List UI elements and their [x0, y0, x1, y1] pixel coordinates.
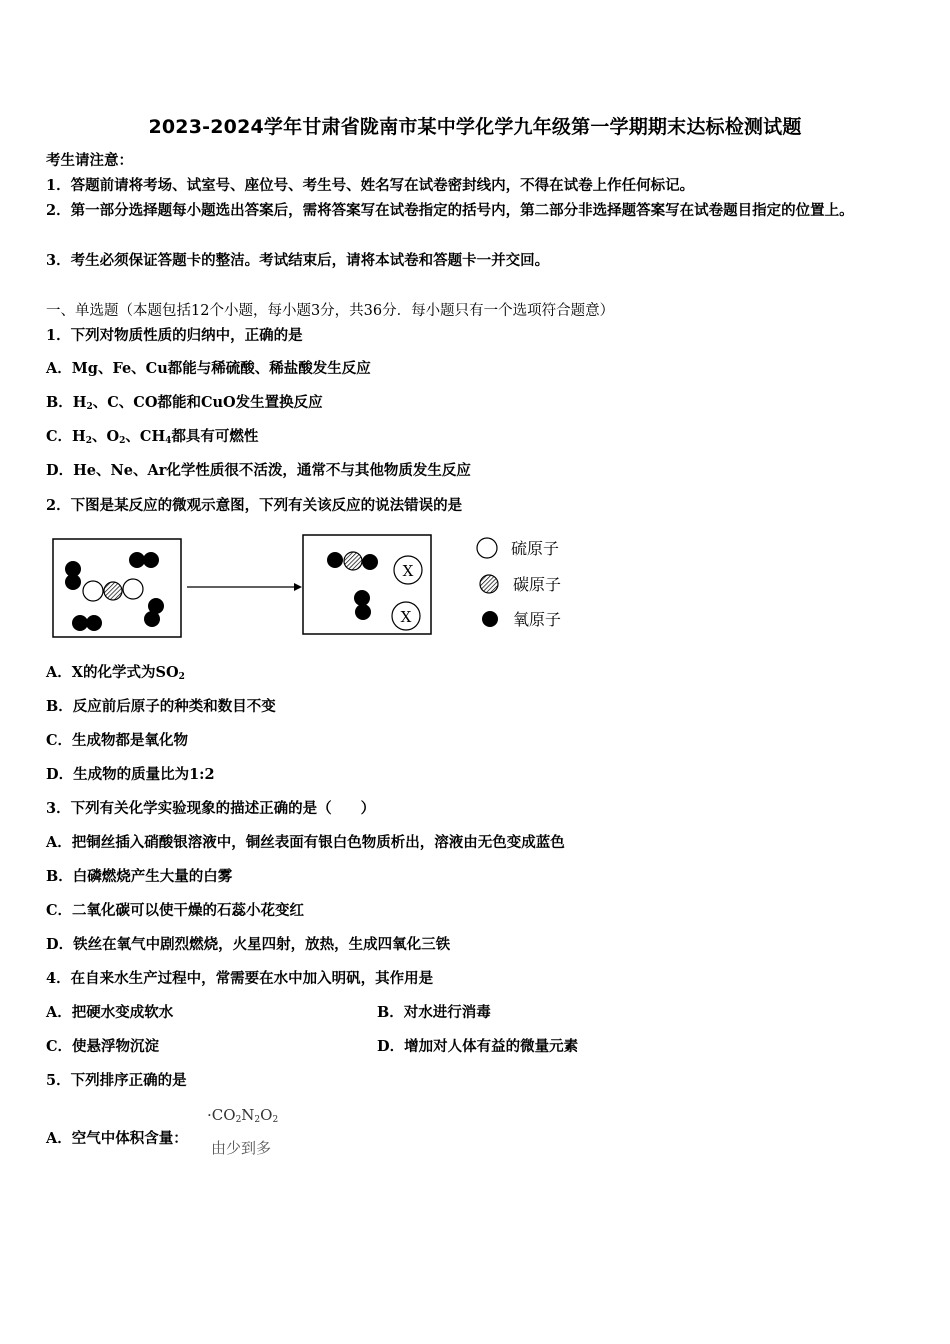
q1-option-b	[46, 393, 323, 417]
q2-a-sub: 2	[178, 672, 185, 682]
notice-item-1: 1．答题前请将考场、试室号、座位号、考生号、姓名写在试卷密封线内，不得在试卷上作任何标记。	[46, 177, 695, 194]
x-label-1: X	[402, 562, 414, 580]
formula-n2-sub: 2	[254, 1115, 261, 1125]
reactant-o2-top	[129, 552, 159, 568]
q5-stem: 5．下列排序正确的是	[46, 1072, 187, 1089]
notice-item-3: 3．考生必须保证答题卡的整洁。考试结束后，请将本试卷和答题卡一并交回。	[46, 252, 550, 269]
q2-a-pre: A．X的化学式为SO	[46, 664, 179, 681]
q5-option-a-label: A．空气中体积含量：	[46, 1130, 188, 1147]
page-title: 2023-2024学年甘肃省陇南市某中学化学九年级第一学期期末达标检测试题	[148, 116, 802, 138]
q1-option-a: A．Mg、Fe、Cu都能与稀硫酸、稀盐酸发生反应	[46, 360, 371, 377]
q2-stem: 2．下图是某反应的微观示意图，下列有关该反应的说法错误的是	[46, 497, 463, 514]
formula-order: 由少到多	[211, 1139, 272, 1157]
q2-option-b: B．反应前后原子的种类和数目不变	[46, 698, 276, 715]
q3-option-d: D．铁丝在氧气中剧烈燃烧，火星四射，放热，生成四氧化三铁	[46, 936, 451, 953]
product-co2	[327, 552, 378, 570]
q5-option-a-formula	[207, 1104, 278, 1159]
reactant-o2-bottom	[72, 615, 102, 631]
legend-oxygen-marker	[482, 611, 498, 627]
reactant-o2-left	[65, 561, 81, 590]
formula-o2-sub: 2	[272, 1115, 279, 1125]
q1-c-post: 都具有可燃性	[171, 428, 259, 445]
q3-option-a: A．把铜丝插入硝酸银溶液中，铜丝表面有银白色物质析出，溶液由无色变成蓝色	[46, 834, 565, 851]
q1-c-sub2: 2	[119, 436, 126, 446]
product-o2	[354, 590, 371, 620]
formula-o2: O	[260, 1106, 273, 1124]
q4-option-d: D．增加对人体有益的微量元素	[377, 1038, 579, 1055]
q4-option-c: C．使悬浮物沉淀	[46, 1038, 160, 1055]
q1-c-mid1: 、O	[92, 428, 120, 445]
q2-option-c: C．生成物都是氧化物	[46, 732, 189, 749]
notice-heading: 考生请注意：	[46, 152, 133, 169]
q4-option-b: B．对水进行消毒	[377, 1004, 491, 1021]
q1-option-d: D．He、Ne、Ar化学性质很不活泼，通常不与其他物质发生反应	[46, 462, 471, 479]
reaction-diagram	[50, 532, 590, 642]
formula-co2-sub: 2	[235, 1115, 242, 1125]
legend-sulfur-label: 硫原子	[511, 539, 560, 558]
q1-c-pre: C．H	[46, 428, 86, 445]
q1-c-sub1: 2	[85, 436, 93, 446]
x-label-2: X	[400, 608, 412, 626]
q3-option-c: C．二氧化碳可以使干燥的石蕊小花变红	[46, 902, 305, 919]
legend-carbon-marker	[480, 575, 498, 593]
product-x-top	[394, 556, 422, 584]
legend-oxygen-label: 氧原子	[513, 610, 562, 629]
reactant-cs2	[83, 579, 143, 601]
q4-stem: 4．在自来水生产过程中，常需要在水中加入明矾，其作用是	[46, 970, 434, 987]
legend-carbon-label: 碳原子	[513, 575, 562, 594]
notice-item-2: 2．第一部分选择题每小题选出答案后，需将答案写在试卷指定的括号内，第二部分非选择题答案写在试卷题目指定的位置上。	[46, 202, 854, 219]
reactant-o2-right	[144, 598, 164, 627]
q1-b-sub: 2	[86, 402, 93, 412]
formula-line	[207, 1104, 278, 1131]
q1-b-pre: B．H	[46, 394, 87, 411]
q1-c-sub3: 4	[165, 436, 172, 446]
q3-option-b: B．白磷燃烧产生大量的白雾	[46, 868, 233, 885]
q4-option-a: A．把硬水变成软水	[46, 1004, 174, 1021]
formula-dot: ·	[207, 1106, 212, 1124]
q3-stem: 3．下列有关化学实验现象的描述正确的是（ ）	[46, 800, 376, 817]
legend	[477, 538, 561, 629]
product-x-bottom	[392, 602, 420, 630]
formula-co2: CO	[211, 1106, 236, 1124]
legend-sulfur-marker	[477, 538, 497, 558]
q1-c-mid2: 、CH	[125, 428, 166, 445]
q1-b-post: 、C、CO都能和CuO发生置换反应	[92, 394, 323, 411]
q1-stem: 1．下列对物质性质的归纳中，正确的是	[46, 327, 303, 344]
formula-n2: N	[241, 1106, 255, 1124]
section-heading: 一、单选题（本题包括12个小题，每小题3分，共36分．每小题只有一个选项符合题意）	[46, 303, 615, 319]
q1-option-c	[46, 427, 258, 451]
arrow-head	[294, 583, 302, 591]
q2-option-a	[46, 663, 185, 687]
q2-option-d: D．生成物的质量比为1:2	[46, 766, 215, 783]
